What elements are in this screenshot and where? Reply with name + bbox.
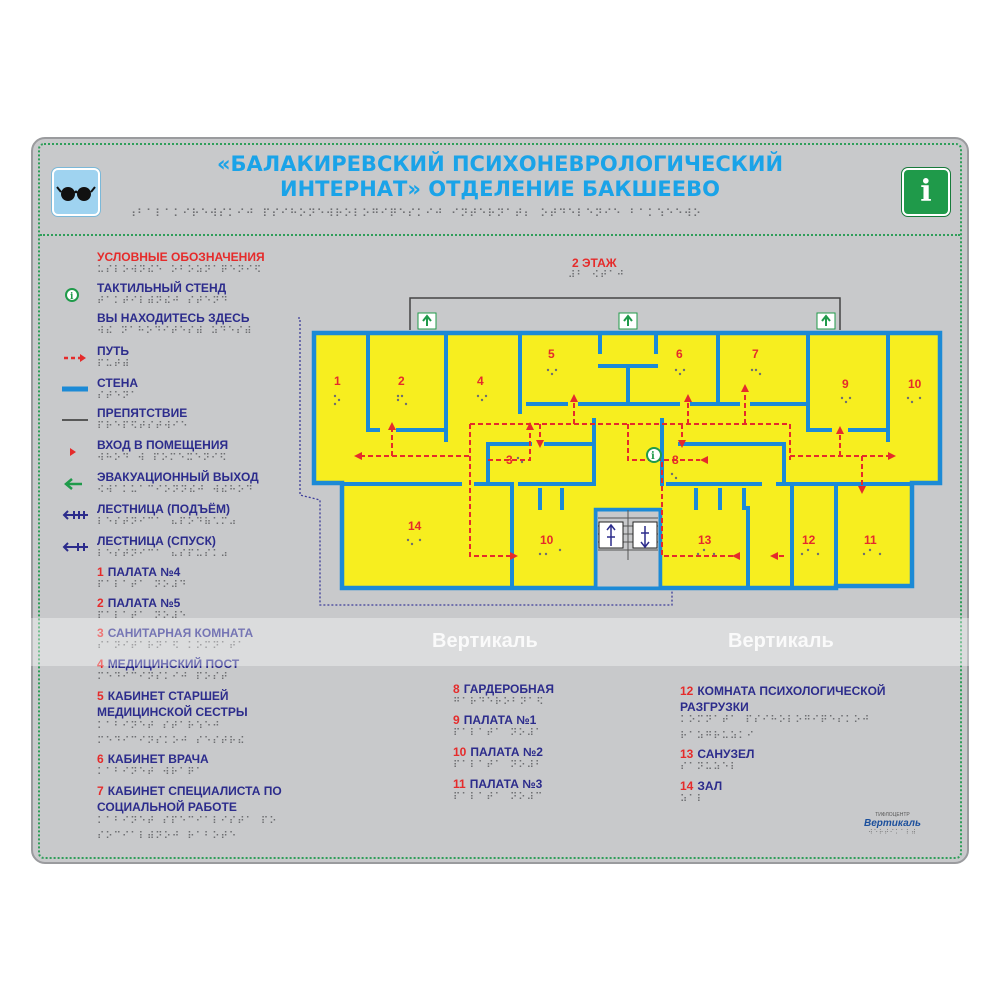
legend-item-you-are-here: ВЫ НАХОДИТЕСЬ ЗДЕСЬ xyxy=(97,311,250,325)
room-list-item: 11 ПАЛАТА №3 xyxy=(453,777,543,791)
legend-item-stairs-up: ЛЕСТНИЦА (ПОДЪЁМ) xyxy=(97,502,230,516)
title-braille: ⠰⠃⠁⠇⠁⠅⠊⠗⠑⠺⠎⠅⠊⠚ ⠏⠎⠊⠓⠕⠝⠑⠺⠗⠕⠇⠕⠛⠊⠟⠑⠎⠅⠊⠚ ⠊⠝⠞⠑⠗⠝⠁⠞⠆ ⠕⠞⠙⠑⠇⠑⠝⠊⠑ ⠃⠁⠅⠱⠑⠑⠺⠕ xyxy=(128,207,702,220)
legend-item-evac-exit-braille: ⠪⠺⠁⠅⠥⠁⠉⠊⠕⠝⠝⠮⠚ ⠺⠮⠓⠕⠙ xyxy=(97,485,254,496)
vertikal-logo xyxy=(864,812,921,836)
room-list-braille: ⠏⠁⠇⠁⠞⠁ ⠝⠕⠼⠑ xyxy=(97,611,188,622)
map-number-8: 8 xyxy=(672,453,679,467)
room-list-item: 10 ПАЛАТА №2 xyxy=(453,745,543,759)
map-number-10: 10 xyxy=(908,377,922,391)
legend-item-stairs-down: ЛЕСТНИЦА (СПУСК) xyxy=(97,534,216,548)
svg-text:i: i xyxy=(651,451,655,462)
logo-main: Вертикаль xyxy=(864,818,921,829)
legend-item-wall-braille: ⠎⠞⠑⠝⠁ xyxy=(97,391,139,402)
floor-label: 2 ЭТАЖ xyxy=(572,256,617,270)
room-list-braille: ⠵⠁⠇ xyxy=(680,794,705,805)
evac-exit-markers xyxy=(418,313,835,329)
room-list-braille: ⠅⠕⠍⠝⠁⠞⠁ ⠏⠎⠊⠓⠕⠇⠕⠛⠊⠟⠑⠎⠅⠕⠚ xyxy=(680,715,871,726)
legend-item-you-are-here-braille: ⠺⠮ ⠝⠁⠓⠕⠙⠊⠞⠑⠎⠾ ⠵⠙⠑⠎⠾ xyxy=(97,326,253,337)
room-list-item: 3 САНИТАРНАЯ КОМНАТА xyxy=(97,626,254,640)
legend-item-entrance: ВХОД В ПОМЕЩЕНИЯ xyxy=(97,438,229,452)
legend-item-wall: СТЕНА xyxy=(97,376,139,390)
logo-sub: ⠺⠑⠗⠞⠊⠅⠁⠇⠾ xyxy=(868,829,917,836)
room-list-item: 9 ПАЛАТА №1 xyxy=(453,713,537,727)
room-list-braille: ⠎⠁⠝⠥⠵⠑⠇ xyxy=(680,762,739,773)
legend-item-tactile: ТАКТИЛЬНЫЙ СТЕНД xyxy=(97,281,227,295)
legend-item-stairs-down-braille: ⠇⠑⠎⠞⠝⠊⠉⠁ ⠦⠎⠏⠥⠎⠅⠴ xyxy=(97,549,229,560)
room-list-braille: ⠗⠁⠵⠛⠗⠥⠵⠅⠊ xyxy=(680,731,755,742)
room-list-item: 2 ПАЛАТА №5 xyxy=(97,596,181,610)
info-icon: i xyxy=(902,168,950,216)
legend-item-path: ПУТЬ xyxy=(97,344,130,358)
map-number-13: 13 xyxy=(698,533,712,547)
room-list-braille: ⠏⠁⠇⠁⠞⠁ ⠝⠕⠼⠙ xyxy=(97,580,188,591)
map-number-1: 1 xyxy=(334,374,341,388)
legend-item-tactile-braille: ⠞⠁⠅⠞⠊⠇⠾⠝⠮⠚ ⠎⠞⠑⠝⠙ xyxy=(97,296,229,307)
watermark-text: Вертикаль xyxy=(432,630,538,652)
map-number-12: 12 xyxy=(802,533,816,547)
room-list-item: 7 КАБИНЕТ СПЕЦИАЛИСТА ПО xyxy=(97,784,282,798)
map-number-7: 7 xyxy=(752,347,759,361)
legend-item-entrance-braille: ⠺⠓⠕⠙ ⠺ ⠏⠕⠍⠑⠭⠑⠝⠊⠫ xyxy=(97,453,228,464)
map-number-10b: 10 xyxy=(540,533,554,547)
map-number-11: 11 xyxy=(864,533,877,547)
room-list-item: 12 КОМНАТА ПСИХОЛОГИЧЕСКОЙ xyxy=(680,684,886,698)
room-list-braille: ⠎⠁⠝⠊⠞⠁⠗⠝⠁⠫ ⠅⠕⠍⠝⠁⠞⠁ xyxy=(97,641,246,652)
legend-item-evac-exit: ЭВАКУАЦИОННЫЙ ВЫХОД xyxy=(97,470,259,484)
legend-item-obstacle-braille: ⠏⠗⠑⠏⠫⠞⠎⠞⠺⠊⠑ xyxy=(97,421,189,432)
room-list-item-line2: СОЦИАЛЬНОЙ РАБОТЕ xyxy=(97,800,237,814)
room-list-item: 13 САНУЗЕЛ xyxy=(680,747,755,761)
map-number-14: 14 xyxy=(408,519,422,533)
floor-label-braille: ⠼⠃ ⠪⠞⠁⠚ xyxy=(568,270,625,281)
room-list-item: 1 ПАЛАТА №4 xyxy=(97,565,181,579)
room-list-item: 6 КАБИНЕТ ВРАЧА xyxy=(97,752,209,766)
title-line-1: «БАЛАКИРЕВСКИЙ ПСИХОНЕВРОЛОГИЧЕСКИЙ xyxy=(216,152,784,176)
watermark-text: Вертикаль xyxy=(728,630,834,652)
room-list-braille: ⠛⠁⠗⠙⠑⠗⠕⠃⠝⠁⠫ xyxy=(453,697,545,708)
room-list-item: 14 ЗАЛ xyxy=(680,779,723,793)
room-list-braille: ⠅⠁⠃⠊⠝⠑⠞ ⠺⠗⠁⠟⠁ xyxy=(97,767,204,778)
room-list-item-line2: МЕДИЦИНСКОЙ СЕСТРЫ xyxy=(97,705,248,719)
room-list-braille: ⠎⠕⠉⠊⠁⠇⠾⠝⠕⠚ ⠗⠁⠃⠕⠞⠑ xyxy=(97,831,238,842)
room-list-braille: ⠏⠁⠇⠁⠞⠁ ⠝⠕⠼⠉ xyxy=(453,792,544,803)
legend-item-path-braille: ⠏⠥⠞⠾ xyxy=(97,359,131,370)
room-list-item-line2: РАЗГРУЗКИ xyxy=(680,700,749,714)
room-list-item: 8 ГАРДЕРОБНАЯ xyxy=(453,682,554,696)
legend-title-braille: ⠥⠎⠇⠕⠺⠝⠮⠑ ⠕⠃⠕⠵⠝⠁⠟⠑⠝⠊⠫ xyxy=(97,265,263,276)
logo-top: ТИФЛОЦЕНТР xyxy=(875,812,910,818)
legend-item-stairs-up-braille: ⠇⠑⠎⠞⠝⠊⠉⠁ ⠦⠏⠕⠙⠷⠡⠍⠴ xyxy=(97,517,238,528)
map-number-6: 6 xyxy=(676,347,683,361)
map-number-5: 5 xyxy=(548,347,555,361)
room-list-braille: ⠏⠁⠇⠁⠞⠁ ⠝⠕⠼⠁ xyxy=(453,728,544,739)
legend-title: УСЛОВНЫЕ ОБОЗНАЧЕНИЯ xyxy=(97,250,265,264)
map-number-9: 9 xyxy=(842,377,849,391)
svg-text:i: i xyxy=(70,292,74,302)
title-line-2: ИНТЕРНАТ» ОТДЕЛЕНИЕ БАКШЕЕВО xyxy=(280,177,720,201)
room-list-braille: ⠅⠁⠃⠊⠝⠑⠞ ⠎⠏⠑⠉⠊⠁⠇⠊⠎⠞⠁ ⠏⠕ xyxy=(97,816,278,827)
map-number-3: 3 xyxy=(506,453,513,467)
legend-item-obstacle: ПРЕПЯТСТВИЕ xyxy=(97,406,188,420)
map-number-2: 2 xyxy=(398,374,405,388)
room-list-braille: ⠍⠑⠙⠊⠉⠊⠝⠎⠅⠕⠚ ⠎⠑⠎⠞⠗⠮ xyxy=(97,736,246,747)
room-list-braille: ⠍⠑⠙⠊⠉⠊⠝⠎⠅⠊⠚ ⠏⠕⠎⠞ xyxy=(97,672,229,683)
room-list-item: 5 КАБИНЕТ СТАРШЕЙ xyxy=(97,689,229,703)
room-list-braille: ⠅⠁⠃⠊⠝⠑⠞ ⠎⠞⠁⠗⠱⠑⠚ xyxy=(97,721,221,732)
room-list-item: 4 МЕДИЦИНСКИЙ ПОСТ xyxy=(97,657,240,671)
map-number-4: 4 xyxy=(477,374,484,388)
room-list-braille: ⠏⠁⠇⠁⠞⠁ ⠝⠕⠼⠃ xyxy=(453,760,544,771)
